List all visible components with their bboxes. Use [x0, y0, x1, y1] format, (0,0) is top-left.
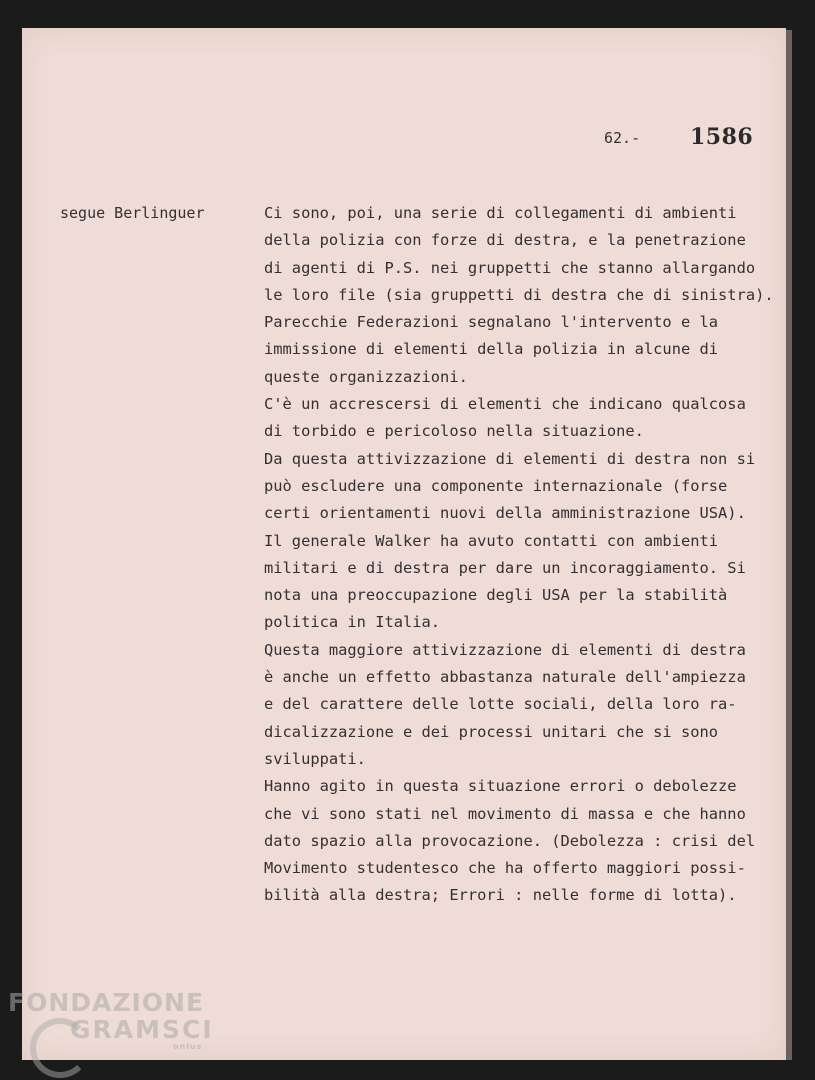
- text-line: Da questa attivizzazione di elementi di destra non si: [264, 449, 756, 468]
- archive-number-stamp: 1586: [690, 124, 754, 150]
- page-edge: [786, 30, 792, 1060]
- text-line: di agenti di P.S. nei gruppetti che stanno allargando: [264, 258, 756, 277]
- text-line: queste organizzazioni.: [264, 367, 468, 386]
- text-line: sviluppati.: [264, 749, 366, 768]
- text-line: le loro file (sia gruppetti di destra che di sinistra).: [264, 285, 774, 304]
- page-number: 62.-: [604, 129, 641, 147]
- text-line: nota una preoccupazione degli USA per la stabilità: [264, 586, 728, 605]
- text-line: è anche un effetto abbastanza naturale dell'ampiezza: [264, 668, 746, 687]
- text-line: Movimento studentesco che ha offerto maggiori possi-: [264, 859, 746, 878]
- text-line: certi orientamenti nuovi della amministrazione USA).: [264, 504, 746, 523]
- text-line: C'è un accrescersi di elementi che indicano qualcosa: [264, 395, 746, 414]
- text-line: dato spazio alla provocazione. (Debolezza : crisi del: [264, 831, 756, 850]
- text-line: di torbido e pericoloso nella situazione.: [264, 422, 644, 441]
- text-line: della polizia con forze di destra, e la penetrazione: [264, 231, 746, 250]
- text-line: Ci sono, poi, una serie di collegamenti di ambienti: [264, 204, 737, 222]
- text-line: immissione di elementi della polizia in alcune di: [264, 340, 719, 359]
- text-line: dicalizzazione e dei processi unitari che si sono: [264, 722, 719, 741]
- text-line: Il generale Walker ha avuto contatti con ambienti: [264, 531, 719, 550]
- watermark-logo: [8, 990, 214, 1051]
- watermark-line-gramsci: GRAMSCI: [70, 1015, 214, 1044]
- text-line: politica in Italia.: [264, 613, 441, 632]
- text-line: Hanno agito in questa situazione errori o debolezze: [264, 777, 737, 796]
- text-line: bilità alla destra; Errori : nelle forme di lotta).: [264, 886, 737, 905]
- text-line: può escludere una componente internazionale (forse: [264, 476, 728, 495]
- text-line: che vi sono stati nel movimento di massa e che hanno: [264, 804, 746, 823]
- text-line: e del carattere delle lotte sociali, della loro ra-: [264, 695, 737, 714]
- body-text: [264, 200, 774, 910]
- text-line: militari e di destra per dare un incoraggiamento. Si: [264, 558, 746, 577]
- speaker-note: segue Berlinguer: [60, 204, 205, 222]
- watermark-line-fondazione: FONDAZIONE: [8, 988, 205, 1017]
- text-line: Parecchie Federazioni segnalano l'intervento e la: [264, 313, 719, 332]
- watermark-line-onlus: onlus: [173, 1042, 203, 1051]
- text-line: Questa maggiore attivizzazione di elementi di destra: [264, 640, 746, 659]
